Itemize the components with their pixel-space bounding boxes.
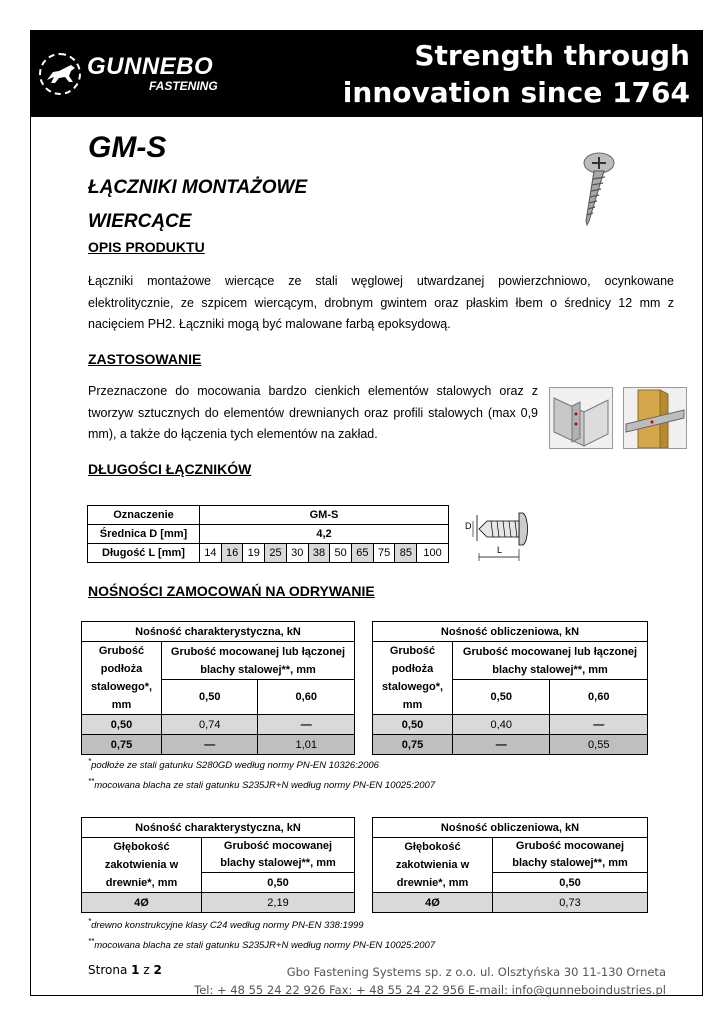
wood-characteristic-table [81, 817, 355, 913]
table-title: Nośność obliczeniowa, kN [373, 818, 648, 838]
footnote-2: **mocowana blacha ze stali gatunku S235JR+N według normy PN-EN 10025:2007 [88, 777, 436, 792]
row-value: 0,55 [550, 735, 648, 755]
header-line: zakotwienia w [104, 859, 179, 871]
row-value: 0,73 [493, 893, 648, 913]
footnote-text: podłoże ze stali gatunku S280GD według normy PN-EN 10326:2006 [91, 760, 379, 772]
header-line: Grubość mocowanej lub łączonej [170, 645, 346, 658]
label-designation: Oznaczenie [88, 506, 200, 525]
length-value: 85 [395, 544, 417, 563]
header-line: blachy stalowej**, mm [220, 857, 336, 869]
description-heading: OPIS PRODUKTU [88, 239, 205, 255]
brand-name: GUNNEBO [87, 53, 214, 80]
col-anchorage-depth [82, 838, 202, 893]
table-title: Nośność charakterystyczna, kN [82, 818, 355, 838]
row-value: 1,01 [258, 735, 355, 755]
slogan-line-2: innovation since 1764 [342, 76, 690, 109]
footnote-text: mocowana blacha ze stali gatunku S235JR+N według normy PN-EN 10025:2007 [94, 780, 436, 792]
header-line: podłoża [100, 663, 143, 675]
length-value: 25 [265, 544, 287, 563]
length-value: 19 [243, 544, 265, 563]
row-value: 2,19 [202, 893, 355, 913]
page-current: 1 [131, 963, 140, 977]
designation-value: GM-S [200, 506, 449, 525]
footnote-text: drewno konstrukcyjne klasy C24 według normy PN-EN 338:1999 [91, 920, 364, 932]
length-value: 50 [330, 544, 352, 563]
row-value: — [162, 735, 258, 755]
header-line: podłoża [391, 663, 434, 675]
row-depth: 4Ø [82, 893, 202, 913]
row-value: — [258, 715, 355, 735]
loads-heading: NOŚNOŚCI ZAMOCOWAŃ NA ODRYWANIE [88, 583, 375, 599]
length-value: 65 [352, 544, 374, 563]
lengths-table [87, 505, 449, 563]
length-value: 30 [286, 544, 308, 563]
table-row [373, 715, 648, 735]
header-line: zakotwienia w [395, 859, 470, 871]
label-diameter: Średnica D [mm] [88, 525, 200, 544]
row-value: 0,40 [453, 715, 550, 735]
row-thickness: 0,50 [373, 715, 453, 735]
row-thickness: 0,75 [82, 735, 162, 755]
header-line: blachy stalowej**, mm [492, 663, 608, 676]
sub-col-050: 0,50 [453, 680, 550, 715]
page-number [88, 963, 162, 977]
sub-col-050: 0,50 [493, 873, 648, 893]
page-separator: z [143, 963, 150, 977]
page-prefix: Strona [88, 963, 128, 977]
table-row [373, 735, 648, 755]
table-row [82, 715, 355, 735]
diagram-label-l: L [497, 545, 503, 555]
footnote-1: *podłoże ze stali gatunku S280GD według normy PN-EN 10326:2006 [88, 757, 379, 772]
length-value: 38 [308, 544, 330, 563]
row-value: 0,74 [162, 715, 258, 735]
header-line: mm [111, 699, 132, 711]
col-sheet-thickness [202, 838, 355, 873]
header-line: mm [402, 699, 423, 711]
col-sheet-thickness [162, 642, 355, 680]
col-anchorage-depth [373, 838, 493, 893]
header-line: Głębokość [113, 841, 170, 853]
header-line: Grubość mocowanej lub łączonej [462, 645, 638, 658]
application-heading: ZASTOSOWANIE [88, 351, 202, 367]
lengths-heading: DŁUGOŚCI ŁĄCZNIKÓW [88, 461, 252, 477]
header-line: blachy stalowej**, mm [512, 857, 628, 869]
table-title: Nośność charakterystyczna, kN [82, 622, 355, 642]
row-thickness: 0,50 [82, 715, 162, 735]
header-line: Głębokość [404, 841, 461, 853]
header-line: stalowego*, [381, 681, 444, 693]
screw-dimension-diagram [463, 501, 543, 567]
header-line: blachy stalowej**, mm [200, 663, 316, 676]
table-row [373, 893, 648, 913]
header-line: Grubość [98, 645, 145, 657]
logo-horse-icon [39, 53, 81, 95]
slogan-line-1: Strength through [414, 39, 690, 72]
footnote-4: **mocowana blacha ze stali gatunku S235JR+N według normy PN-EN 10025:2007 [88, 937, 436, 952]
product-name-line-2: WIERCĄCE [88, 211, 192, 232]
length-value: 75 [373, 544, 395, 563]
company-info [194, 963, 666, 999]
brand-subtitle: FASTENING [149, 79, 218, 93]
header-banner [31, 31, 702, 117]
company-address: Gbo Fastening Systems sp. z o.o. ul. Olsztyńska 30 11-130 Orneta [286, 965, 666, 979]
length-value: 14 [200, 544, 222, 563]
application-wood-image [623, 387, 687, 449]
diameter-value: 4,2 [200, 525, 449, 544]
header-line: drewnie*, mm [396, 877, 469, 889]
page-frame [30, 30, 703, 996]
application-steel-image [549, 387, 613, 449]
row-value: — [550, 715, 648, 735]
screw-image [571, 149, 621, 229]
table-row [82, 735, 355, 755]
header-line: drewnie*, mm [105, 877, 178, 889]
header-line: stalowego*, [90, 681, 153, 693]
row-depth: 4Ø [373, 893, 493, 913]
product-name-line-1: ŁĄCZNIKI MONTAŻOWE [88, 177, 308, 198]
diagram-label-d: D [465, 521, 472, 531]
length-value: 16 [221, 544, 243, 563]
length-value: 100 [417, 544, 449, 563]
footnote-text: mocowana blacha ze stali gatunku S235JR+N według normy PN-EN 10025:2007 [94, 940, 436, 952]
wood-design-table [372, 817, 648, 913]
table-row [82, 893, 355, 913]
col-sheet-thickness [493, 838, 648, 873]
description-text: Łączniki montażowe wiercące ze stali węglowej utwardzanej powierzchniowo, ocynkowane elektrolitycznie, ze szpicem wiercącym, drobnym gwintem oraz płaskim łbem o średnicy 12 mm z nacięciem PH2. Łączniki mogą być malowane farbą epoksydową. [88, 274, 674, 331]
header-line: Grubość [389, 645, 436, 657]
application-text: Przeznaczone do mocowania bardzo cienkich elementów stalowych oraz z tworzyw sztucznych do elementów drewnianych oraz profili stalowych (max 0,9 mm), a także do łączenia tych elementów na zakład. [88, 384, 538, 441]
steel-characteristic-table [81, 621, 355, 755]
col-substrate-thickness [82, 642, 162, 715]
page-total: 2 [153, 963, 162, 977]
sub-col-050: 0,50 [202, 873, 355, 893]
sub-col-060: 0,60 [550, 680, 648, 715]
footnote-3: *drewno konstrukcyjne klasy C24 według normy PN-EN 338:1999 [88, 917, 364, 932]
row-thickness: 0,75 [373, 735, 453, 755]
col-substrate-thickness [373, 642, 453, 715]
col-sheet-thickness [453, 642, 648, 680]
slogan [343, 37, 690, 111]
sub-col-060: 0,60 [258, 680, 355, 715]
product-code: GM-S [88, 131, 167, 164]
label-length: Długość L [mm] [88, 544, 200, 563]
header-line: Grubość mocowanej [515, 840, 625, 852]
sub-col-050: 0,50 [162, 680, 258, 715]
table-title: Nośność obliczeniowa, kN [373, 622, 648, 642]
steel-design-table [372, 621, 648, 755]
company-contact: Tel: + 48 55 24 22 926 Fax: + 48 55 24 22 956 E-mail: info@gunneboindustries.pl [194, 983, 666, 997]
row-value: — [453, 735, 550, 755]
header-line: Grubość mocowanej [223, 840, 333, 852]
